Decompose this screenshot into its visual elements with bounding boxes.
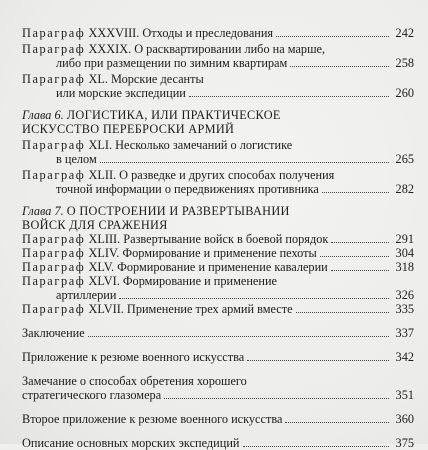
entry-lead: Параграф [22,274,86,288]
page-number: 342 [395,350,414,364]
entry-title: XLVI. Формирование и применение [88,274,277,288]
toc-entry [22,274,414,302]
entry-lead: Параграф [22,232,86,246]
entry-title: XL. Морские десанты [88,72,204,86]
entry-title: Приложение к резюме военного искусства [22,350,245,364]
toc-entry [22,412,414,426]
toc-entry [22,302,414,316]
chapter-label: Глава 6. [22,108,64,122]
entry-title: Замечание о способах обретения хорошего [22,374,247,388]
toc-entry [22,350,414,364]
leader-dots [189,96,389,97]
toc-entry [22,168,414,196]
toc-entry [22,26,414,40]
page-number: 282 [395,182,414,196]
entry-lead: Параграф [22,138,86,152]
chapter-heading [22,204,414,232]
entry-lead: Параграф [22,72,86,86]
toc-entry [22,246,414,260]
entry-title: XLIV. Формирование и применение пехоты [88,246,317,260]
page-number: 360 [395,412,414,426]
entry-lead: Параграф [22,246,86,260]
entry-lead: Параграф [22,168,86,182]
entry-title-cont: артиллерии [56,288,117,302]
chapter-title-cont: ИСКУССТВО ПЕРЕБРОСКИ АРМИЙ [22,122,235,136]
toc-entry [22,138,414,166]
page-number: 291 [395,232,414,246]
entry-title-cont: или морские экспедиции [56,86,186,100]
page-number: 326 [395,288,414,302]
page-number: 351 [395,388,414,402]
entry-title: XLVII. Применение трех армий вместе [88,302,293,316]
entry-title-cont: либо при размещении по зимним квартирам [56,56,288,70]
chapter-heading [22,108,414,136]
page-number: 335 [395,302,414,316]
page-number: 304 [395,246,414,260]
leader-dots [331,270,389,271]
leader-dots [320,256,389,257]
toc-entry [22,326,414,340]
entry-title: Второе приложение к резюме военного искусства [22,412,283,426]
entry-lead: Параграф [22,42,86,56]
leader-dots [322,192,389,193]
leader-dots [100,162,389,163]
entry-title: XLIII. Развертывание войск в боевой порядок [88,232,329,246]
leader-dots [290,66,389,67]
toc-entry [22,42,414,70]
chapter-title-cont: ВОЙСК ДЛЯ СРАЖЕНИЯ [22,218,168,232]
entry-title: XXXVIII. Отходы и преследования [88,26,274,40]
page-number: 318 [395,260,414,274]
entry-title-cont: стратегического глазомера [22,388,162,402]
leader-dots [276,36,389,37]
table-of-contents [22,26,414,450]
toc-entry [22,436,414,450]
page-number: 260 [395,86,414,100]
entry-title-cont: в целом [56,152,97,166]
entry-title: XLII. О разведке и других способах получения [88,168,335,182]
toc-entry [22,374,414,402]
entry-title: Заключение [22,326,85,340]
entry-lead: Параграф [22,302,86,316]
chapter-label: Глава 7. [22,204,64,218]
chapter-title: ЛОГИСТИКА, ИЛИ ПРАКТИЧЕСКОЕ [66,108,281,122]
page-number: 337 [395,326,414,340]
toc-entry [22,260,414,274]
leader-dots [331,242,389,243]
chapter-title: О ПОСТРОЕНИИ И РАЗВЕРТЫВАНИИ [66,204,290,218]
leader-dots [285,422,389,423]
entry-title: XLI. Несколько замечаний о логистике [88,138,293,152]
entry-lead: Параграф [22,26,86,40]
leader-dots [119,298,389,299]
page-number: 242 [395,26,414,40]
leader-dots [164,398,389,399]
leader-dots [88,336,389,337]
page-number: 265 [395,152,414,166]
entry-lead: Параграф [22,260,86,274]
toc-entry [22,232,414,246]
leader-dots [243,446,390,447]
entry-title-cont: точной информации о передвижениях противника [56,182,319,196]
entry-title: XLV. Формирование и применение кавалерии [88,260,328,274]
page-number: 258 [395,56,414,70]
entry-title: Описание основных морских экспедиций [22,436,240,450]
leader-dots [296,312,389,313]
toc-entry [22,72,414,100]
page-number: 375 [395,436,414,450]
leader-dots [247,360,389,361]
entry-title: XXXIX. О расквартировании либо на марше, [88,42,326,56]
